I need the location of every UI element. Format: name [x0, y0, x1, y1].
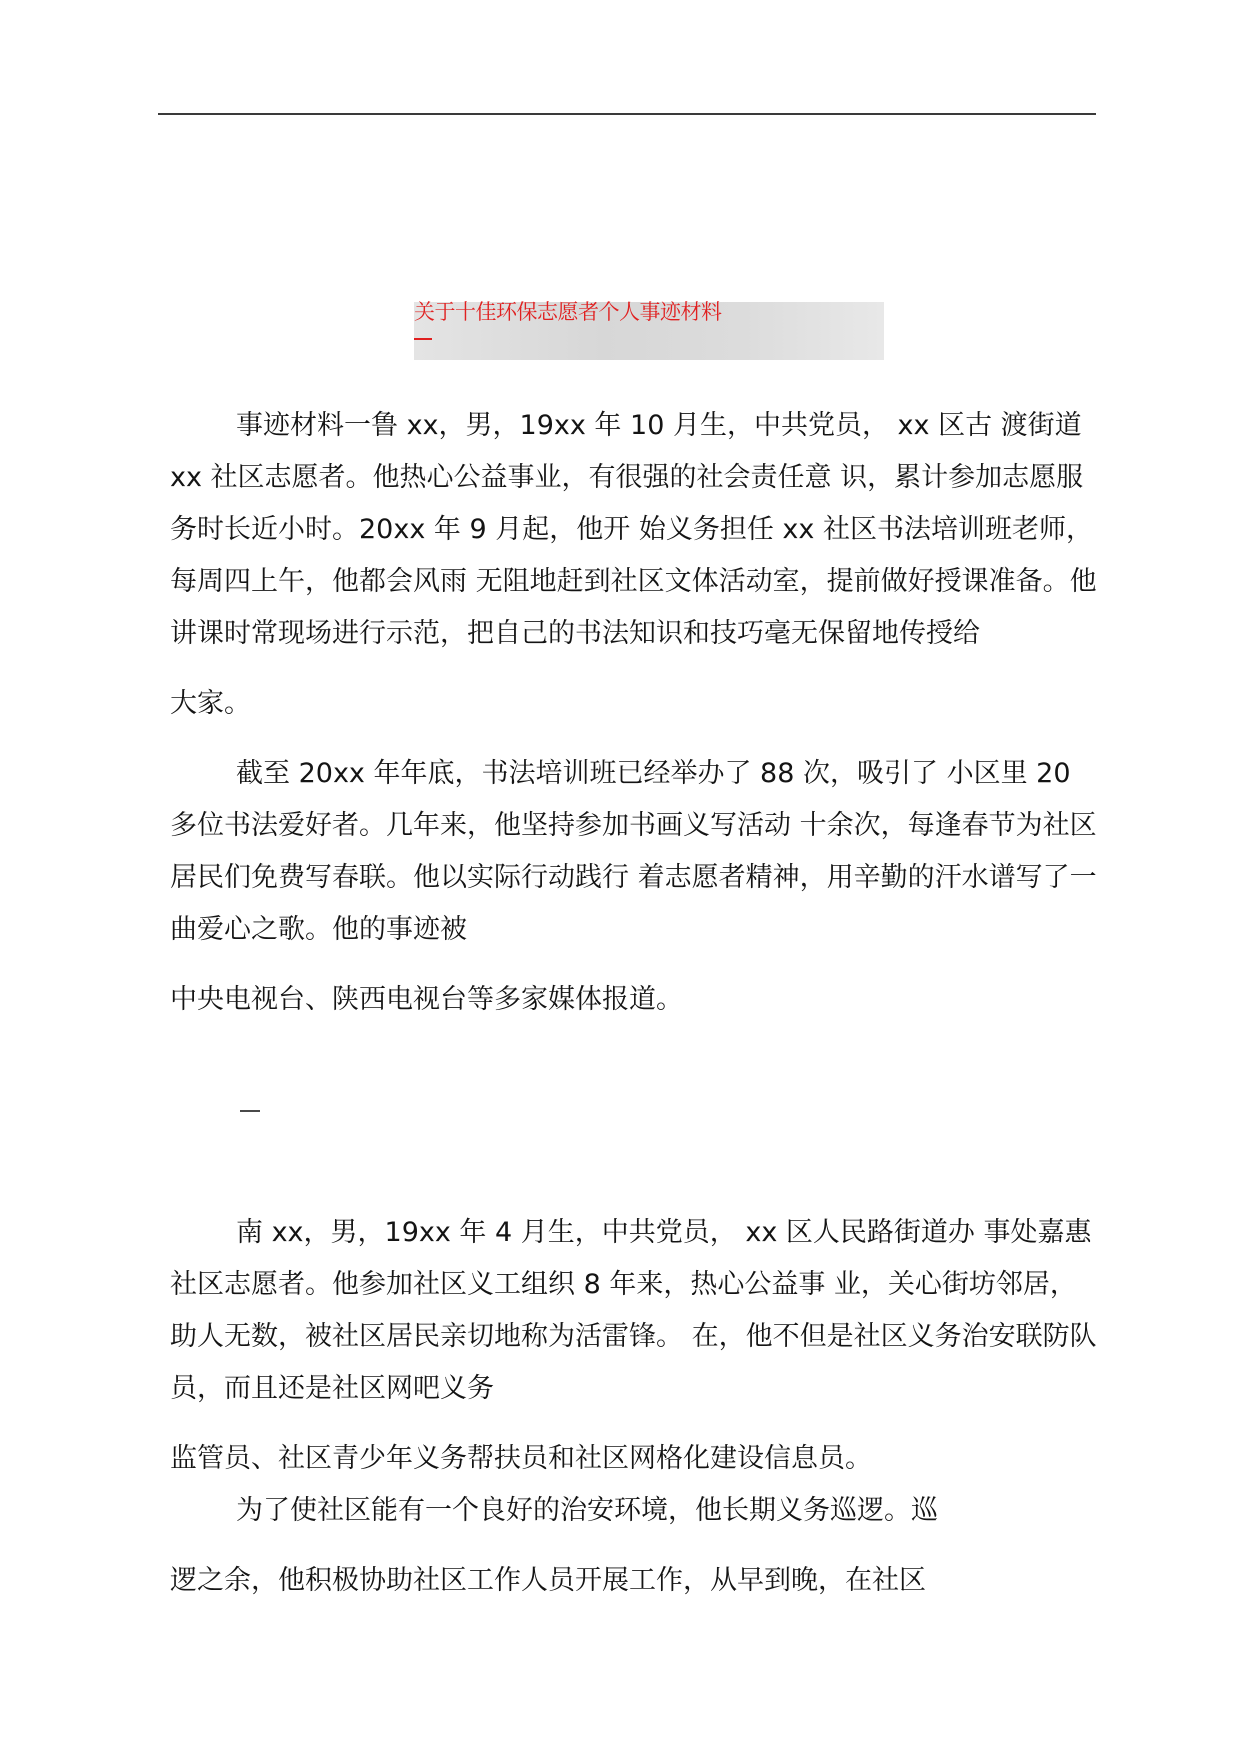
section-two [170, 1207, 1100, 1607]
title-underline-mark [414, 338, 432, 340]
section-one-paragraph-1: 事迹材料一鲁 xx，男，19xx 年 10 月生，中共党员， xx 区古 渡街道 xx 社区志愿者。他热心公益事业，有很强的社会责任意 识，累计参加志愿服务时长近小时。20xx 年 9 月起，他开 始义务担任 xx 社区书法培训班老师，每周四上午，他都会风雨 无阻地赶到社区文体活动室，提前做好授课准备。他讲课时常现场进行示范，把自己的书法知识和技巧毫无保留地传授给 [170, 410, 1097, 649]
section-one-paragraph-4: 中央电视台、陕西电视台等多家媒体报道。 [170, 984, 683, 1015]
section-two-paragraph-2: 监管员、社区青少年义务帮扶员和社区网格化建设信息员。 [170, 1443, 872, 1474]
section-two-paragraph-4: 逻之余，他积极协助社区工作人员开展工作，从早到晚，在社区 [170, 1565, 926, 1596]
section-two-paragraph-1: 南 xx，男，19xx 年 4 月生，中共党员， xx 区人民路街道办 事处嘉惠社区志愿者。他参加社区义工组织 8 年来，热心公益事 业，关心街坊邻居，助人无数，被社区居民亲切地称为活雷锋。 在，他不但是社区义务治安联防队员，而且还是社区网吧义务 [170, 1217, 1097, 1404]
section-divider-mark [240, 1110, 260, 1112]
section-one-paragraph-2: 大家。 [170, 688, 251, 719]
section-one-paragraph-3: 截至 20xx 年年底，书法培训班已经举办了 88 次，吸引了 小区里 20 多位书法爱好者。几年来，他坚持参加书画义写活动 十余次，每逢春节为社区居民们免费写春联。他以实际行动践行 着志愿者精神，用辛勤的汗水谱写了一曲爱心之歌。他的事迹被 [170, 758, 1097, 945]
section-one [170, 400, 1100, 1026]
header-rule [158, 113, 1096, 115]
section-two-paragraph-3: 为了使社区能有一个良好的治安环境，他长期义务巡逻。巡 [236, 1495, 938, 1526]
document-title: 关于十佳环保志愿者个人事迹材料 [414, 300, 722, 324]
